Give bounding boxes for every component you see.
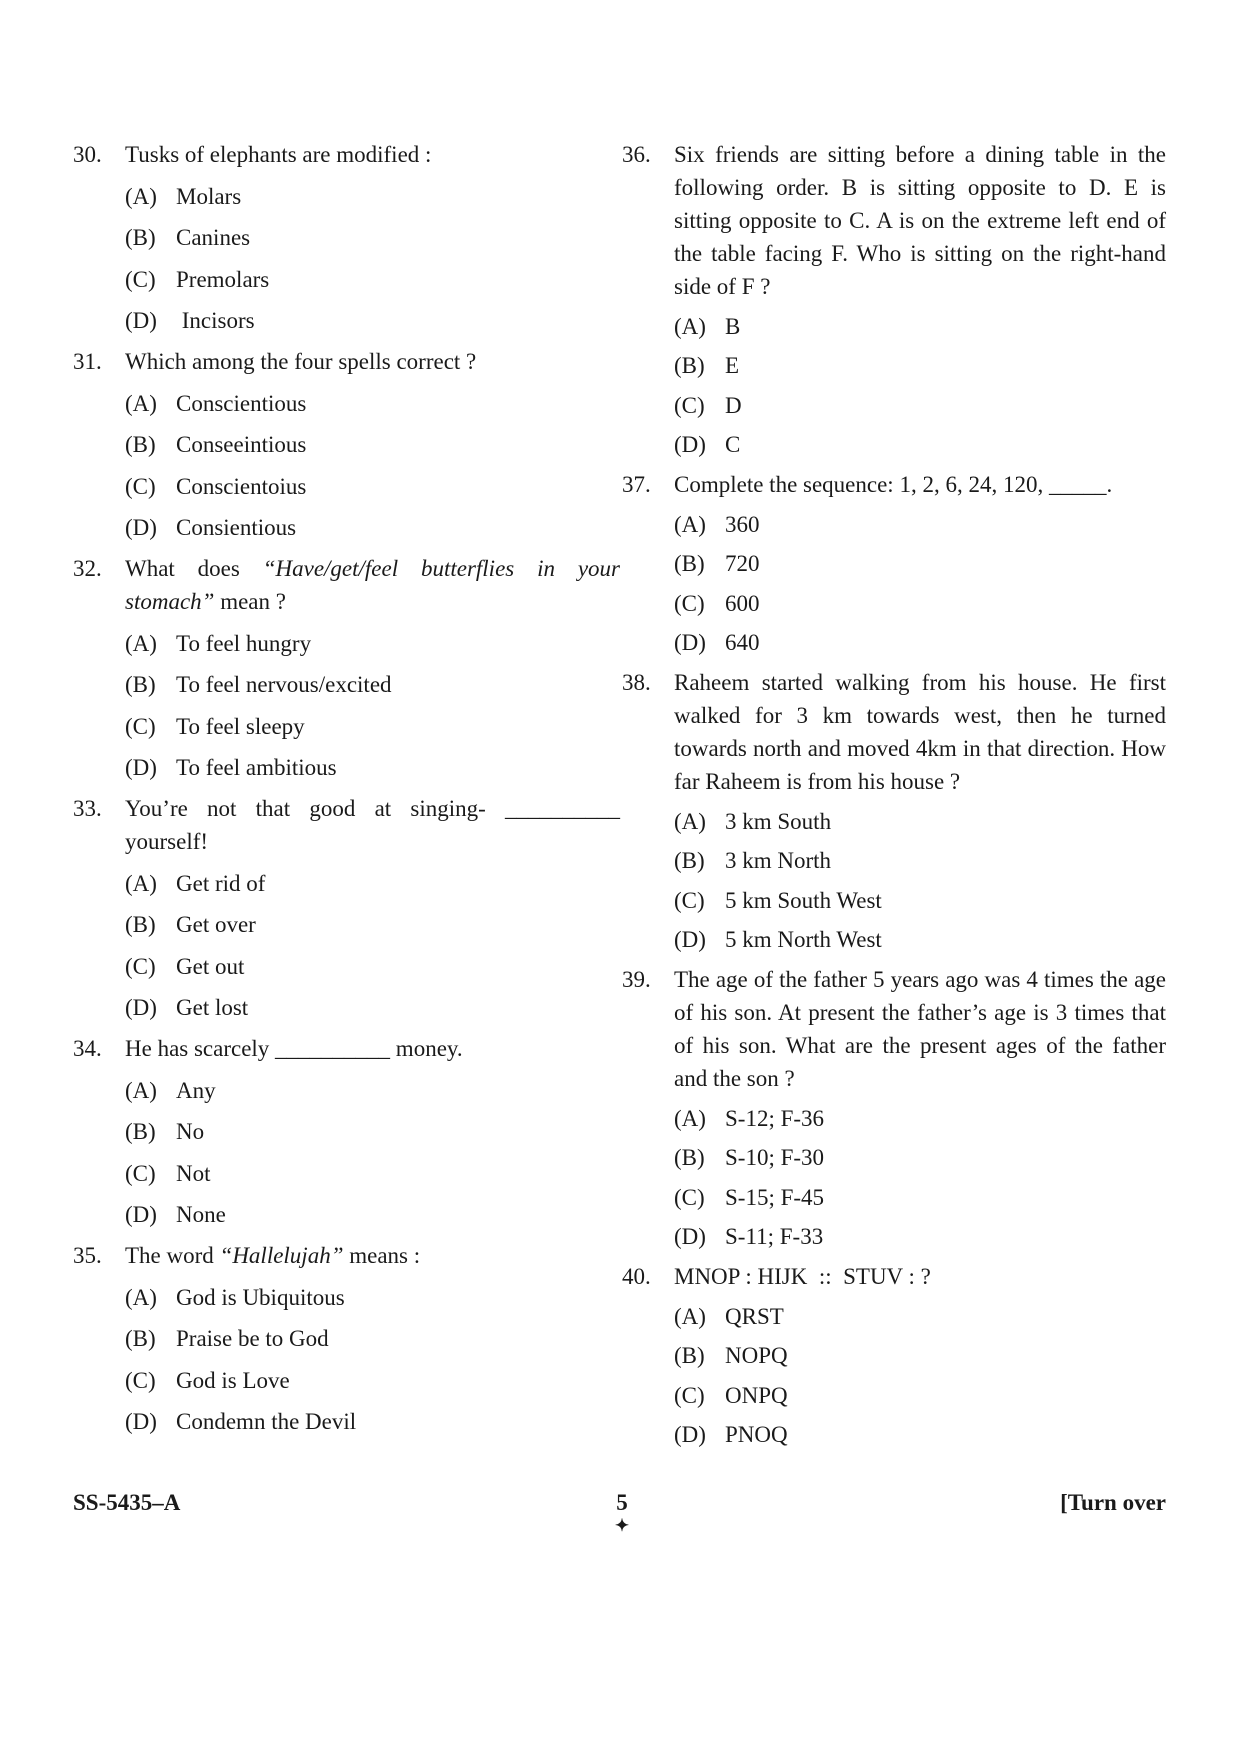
option-text: Molars [176, 183, 242, 209]
option-d [125, 511, 620, 544]
option-text: ONPQ [725, 1382, 788, 1408]
option-b [125, 428, 620, 461]
option-text: To feel sleepy [176, 713, 305, 739]
option-text: Canines [176, 225, 251, 250]
option-letter: (C) [125, 1367, 156, 1393]
option-text: To feel hungry [176, 630, 312, 656]
question-number: 33. [73, 796, 102, 821]
option-a [674, 1102, 1166, 1135]
option-text: God is Ubiquitous [176, 1284, 345, 1310]
paper-code: SS-5435–A [73, 1490, 181, 1515]
option-d [674, 626, 1166, 659]
question-34 [73, 1032, 620, 1231]
option-c [125, 1364, 620, 1397]
question-text: Complete the sequence: 1, 2, 6, 24, 120, _____. [674, 472, 1113, 497]
question-text: You’re not that good at singing- __________ yourself! [125, 796, 620, 854]
option-letter: (D) [125, 755, 157, 780]
option-a [125, 867, 620, 900]
option-text: Get rid of [176, 870, 266, 896]
question-text: Six friends are sitting before a dining table in the following order. B is sitting opposite to D. E is sitting opposite to C. A is on the extreme left end of the table facing F. Who is sitting on the right-hand side of F ? [674, 142, 1166, 299]
option-b [674, 547, 1166, 580]
option-text: S-11; F-33 [725, 1224, 824, 1249]
option-text: B [725, 313, 741, 339]
option-text: 360 [725, 511, 760, 537]
option-letter: (C) [674, 590, 705, 616]
option-letter: (A) [125, 1284, 157, 1310]
option-text: S-15; F-45 [725, 1184, 825, 1210]
option-d [125, 304, 620, 337]
option-c [674, 389, 1166, 422]
option-text: Not [176, 1160, 211, 1186]
question-number: 40. [622, 1264, 651, 1289]
question-36 [622, 138, 1166, 461]
option-d [125, 751, 620, 784]
option-text: 5 km North West [725, 927, 882, 952]
option-letter: (C) [674, 1184, 705, 1210]
question-number: 35. [73, 1243, 102, 1268]
question-38 [622, 666, 1166, 956]
option-letter: (A) [125, 1077, 157, 1103]
option-text: 3 km North [725, 848, 832, 873]
option-letter: (C) [125, 953, 156, 979]
option-c [674, 884, 1166, 917]
option-text: S-10; F-30 [725, 1145, 825, 1170]
option-c [125, 470, 620, 503]
option-letter: (A) [125, 183, 157, 209]
left-column [73, 138, 620, 1438]
option-c [674, 1181, 1166, 1214]
option-letter: (D) [125, 995, 157, 1020]
option-letter: (A) [125, 630, 157, 656]
question-number: 39. [622, 967, 651, 992]
option-d [125, 991, 620, 1024]
question-number: 31. [73, 349, 102, 374]
option-a [125, 1074, 620, 1107]
option-b [125, 221, 620, 254]
option-text: QRST [725, 1303, 784, 1329]
option-text: God is Love [176, 1367, 290, 1393]
option-text: C [725, 432, 741, 457]
option-c [125, 710, 620, 743]
question-32 [73, 552, 620, 784]
option-text: NOPQ [725, 1343, 788, 1368]
option-text: Praise be to God [176, 1326, 329, 1351]
option-letter: (B) [125, 1119, 156, 1144]
option-letter: (D) [674, 432, 706, 457]
option-letter: (C) [125, 473, 156, 499]
option-text: E [725, 353, 740, 378]
option-a [674, 1300, 1166, 1333]
question-text [125, 552, 620, 618]
option-c [125, 1157, 620, 1190]
option-text: None [176, 1202, 226, 1227]
question-text-prefix: The word [125, 1243, 220, 1268]
question-text: He has scarcely __________ money. [125, 1036, 463, 1061]
question-33 [73, 792, 620, 1024]
option-letter: (B) [674, 353, 705, 378]
question-number: 34. [73, 1036, 102, 1061]
option-text: Get over [176, 912, 256, 937]
option-a [125, 1281, 620, 1314]
star-icon: ✦ [614, 1516, 630, 1535]
question-35 [73, 1239, 620, 1438]
question-30 [73, 138, 620, 337]
option-d [674, 428, 1166, 461]
option-letter: (C) [125, 266, 156, 292]
option-letter: (B) [125, 912, 156, 937]
option-letter: (D) [674, 1422, 706, 1447]
option-a [125, 180, 620, 213]
option-b [674, 844, 1166, 877]
option-text: No [176, 1119, 205, 1144]
option-b [125, 668, 620, 701]
option-a [125, 387, 620, 420]
option-text: PNOQ [725, 1422, 788, 1447]
option-letter: (D) [125, 308, 157, 333]
option-text: Conscientious [176, 390, 307, 416]
option-letter: (C) [674, 392, 705, 418]
option-text: D [725, 392, 742, 418]
option-text: Condemn the Devil [176, 1409, 357, 1434]
option-text: Any [176, 1077, 216, 1103]
option-letter: (B) [674, 848, 705, 873]
question-text-suffix: means : [343, 1243, 421, 1268]
option-a [674, 508, 1166, 541]
option-text: Consientious [176, 515, 297, 540]
question-text: The age of the father 5 years ago was 4 times the age of his son. At present the father’s age is 3 times that of his son. What are the present ages of the father and the son ? [674, 967, 1166, 1091]
option-letter: (D) [125, 1409, 157, 1434]
option-letter: (B) [674, 1343, 705, 1368]
option-letter: (A) [674, 1303, 706, 1329]
option-letter: (B) [125, 672, 156, 697]
question-number: 36. [622, 142, 651, 167]
option-text: Premolars [176, 266, 270, 292]
option-letter: (C) [674, 887, 705, 913]
option-d [674, 1418, 1166, 1451]
option-text: To feel nervous/excited [176, 672, 392, 697]
option-letter: (D) [674, 927, 706, 952]
question-text: MNOP : HIJK :: STUV : ? [674, 1264, 931, 1289]
question-text-prefix: What does [125, 556, 263, 581]
option-b [125, 1322, 620, 1355]
option-c [125, 950, 620, 983]
option-letter: (B) [125, 432, 156, 457]
question-number: 30. [73, 142, 102, 167]
option-letter: (B) [674, 1145, 705, 1170]
option-d [674, 923, 1166, 956]
question-number: 32. [73, 556, 102, 581]
question-text [125, 1239, 620, 1272]
option-letter: (D) [674, 1224, 706, 1249]
option-text: 720 [725, 551, 760, 576]
option-text: 3 km South [725, 808, 832, 834]
option-text: Get lost [176, 995, 249, 1020]
option-text: To feel ambitious [176, 755, 337, 780]
question-number: 38. [622, 670, 651, 695]
option-letter: (B) [125, 225, 156, 250]
question-text-suffix: mean ? [214, 589, 286, 614]
option-b [674, 1339, 1166, 1372]
option-b [674, 1141, 1166, 1174]
page-number: 5 [616, 1490, 628, 1515]
question-text: Raheem started walking from his house. He first walked for 3 km towards west, then he turned towards north and moved 4km in that direction. How far Raheem is from his house ? [674, 670, 1166, 794]
option-letter: (A) [674, 1105, 706, 1131]
option-a [125, 627, 620, 660]
option-text: S-12; F-36 [725, 1105, 825, 1131]
question-number: 37. [622, 472, 651, 497]
option-letter: (A) [674, 808, 706, 834]
option-letter: (A) [125, 390, 157, 416]
question-40 [622, 1260, 1166, 1451]
option-d [674, 1220, 1166, 1253]
option-letter: (A) [125, 870, 157, 896]
option-c [674, 1379, 1166, 1412]
option-letter: (C) [674, 1382, 705, 1408]
option-b [125, 1115, 620, 1148]
option-letter: (D) [125, 515, 157, 540]
option-letter: (D) [125, 1202, 157, 1227]
option-b [674, 349, 1166, 382]
option-b [125, 908, 620, 941]
question-text: Tusks of elephants are modified : [125, 142, 432, 167]
option-letter: (A) [674, 313, 706, 339]
option-letter: (B) [125, 1326, 156, 1351]
option-letter: (D) [674, 630, 706, 655]
option-text: Get out [176, 953, 245, 979]
word-phrase: “Hallelujah” [219, 1243, 344, 1268]
question-31 [73, 345, 620, 544]
option-c [125, 263, 620, 296]
right-column [622, 138, 1166, 1451]
question-37 [622, 468, 1166, 659]
option-letter: (B) [674, 551, 705, 576]
option-text: 600 [725, 590, 760, 616]
option-c [674, 587, 1166, 620]
option-d [125, 1405, 620, 1438]
option-text: 5 km South West [725, 887, 882, 913]
question-39 [622, 963, 1166, 1253]
idiom-phrase: “Have/get/feel butterflies in your stomach” [125, 556, 621, 614]
option-d [125, 1198, 620, 1231]
option-text: Conseeintious [176, 432, 307, 457]
option-letter: (A) [674, 511, 706, 537]
question-text: Which among the four spells correct ? [125, 349, 477, 374]
option-a [674, 805, 1166, 838]
option-text: Incisors [176, 308, 255, 333]
option-text: 640 [725, 630, 760, 655]
option-letter: (C) [125, 1160, 156, 1186]
option-text: Conscientoius [176, 473, 307, 499]
option-a [674, 310, 1166, 343]
option-letter: (C) [125, 713, 156, 739]
turn-over-label: [Turn over [1060, 1490, 1166, 1515]
